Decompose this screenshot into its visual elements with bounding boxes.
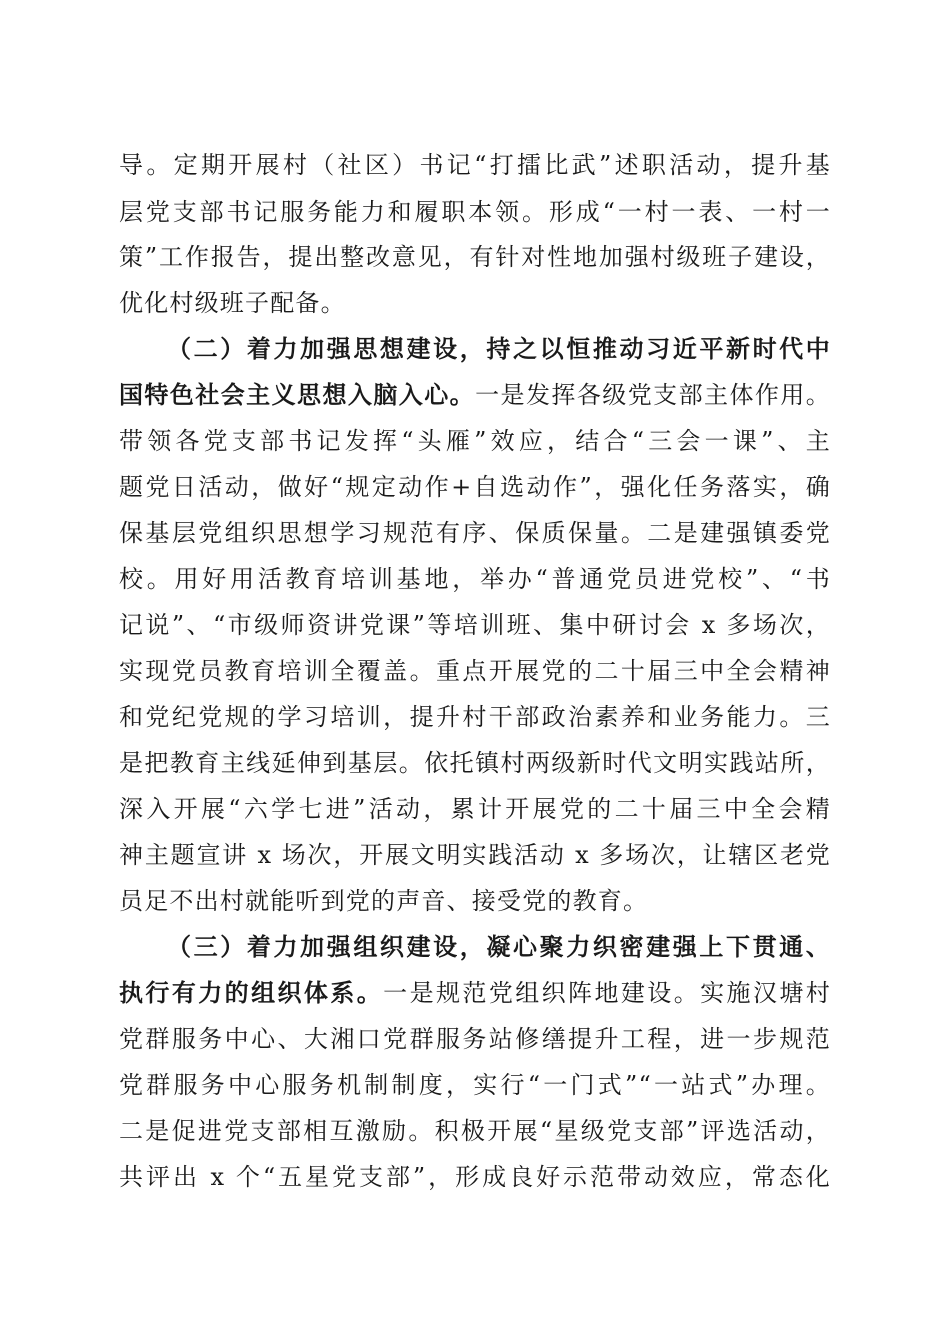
line-text: 带领各党支部书记发挥“头雁”效应，结合“三会一课”、主 [119, 427, 831, 455]
text-line [119, 470, 831, 504]
line-text: 和党纪党规的学习培训，提升村干部政治素养和业务能力。三 [119, 703, 831, 731]
section-heading-two-cont: 国特色社会主义思想入脑入心。 [119, 380, 476, 409]
line-text: 优化村级班子配备。 [119, 289, 346, 317]
section-heading-three: （三）着力加强组织建设，凝心聚力织密建强上下贯通、 [167, 932, 831, 961]
line-text: 一是发挥各级党支部主体作用。 [475, 381, 831, 409]
text-line [119, 792, 831, 826]
line-text: 一是规范党组织阵地建设。实施汉塘村 [383, 979, 831, 1007]
line-text: 党群服务中心服务机制制度，实行“一门式”“一站式”办理。 [119, 1071, 831, 1099]
section-heading-line [167, 332, 831, 366]
line-text: 保基层党组织思想学习规范有序、保质保量。二是建强镇委党 [119, 519, 831, 547]
line-text: 神主题宣讲 x 场次，开展文明实践活动 x 多场次，让辖区老党 [119, 841, 831, 869]
text-line [119, 562, 831, 596]
text-line [119, 424, 831, 458]
line-text: 层党支部书记服务能力和履职本领。形成“一村一表、一村一 [119, 198, 831, 226]
section-heading-two: （二）着力加强思想建设，持之以恒推动习近平新时代中 [167, 334, 831, 363]
text-line [119, 838, 831, 872]
text-line [119, 1160, 831, 1194]
section-heading-three-cont: 执行有力的组织体系。 [119, 978, 384, 1007]
line-text: 策”工作报告，提出整改意见，有针对性地加强村级班子建设， [119, 243, 831, 271]
line-text: 二是促进党支部相互激励。积极开展“星级党支部”评选活动， [119, 1117, 831, 1145]
line-text: 共评出 x 个“五星党支部”，形成良好示范带动效应，常态化 [119, 1163, 831, 1191]
text-line [119, 1114, 831, 1148]
line-text: 导。定期开展村（社区）书记“打擂比武”述职活动，提升基 [119, 151, 831, 179]
text-line [119, 286, 831, 320]
line-text: 题党日活动，做好“规定动作+自选动作”，强化任务落实，确 [119, 473, 831, 501]
line-text: 记说”、“市级师资讲党课”等培训班、集中研讨会 x 多场次， [119, 611, 831, 639]
line-text: 深入开展“六学七进”活动，累计开展党的二十届三中全会精 [119, 795, 831, 823]
text-line [119, 654, 831, 688]
text-line [119, 516, 831, 550]
line-text: 是把教育主线延伸到基层。依托镇村两级新时代文明实践站所， [119, 749, 831, 777]
line-text: 实现党员教育培训全覆盖。重点开展党的二十届三中全会精神 [119, 657, 831, 685]
text-line [119, 884, 831, 918]
line-text: 员足不出村就能听到党的声音、接受党的教育。 [119, 887, 649, 915]
text-line [119, 1068, 831, 1102]
text-line [119, 608, 831, 642]
text-line [119, 378, 831, 412]
text-line [119, 1022, 831, 1056]
text-line [119, 976, 831, 1010]
line-text: 校。用好用活教育培训基地，举办“普通党员进党校”、“书 [119, 565, 831, 593]
line-text: 党群服务中心、大湘口党群服务站修缮提升工程，进一步规范 [119, 1025, 831, 1053]
section-heading-line [167, 930, 831, 964]
text-line [119, 148, 831, 182]
text-line [119, 746, 831, 780]
text-line [119, 240, 831, 274]
text-line [119, 195, 831, 229]
text-line [119, 700, 831, 734]
